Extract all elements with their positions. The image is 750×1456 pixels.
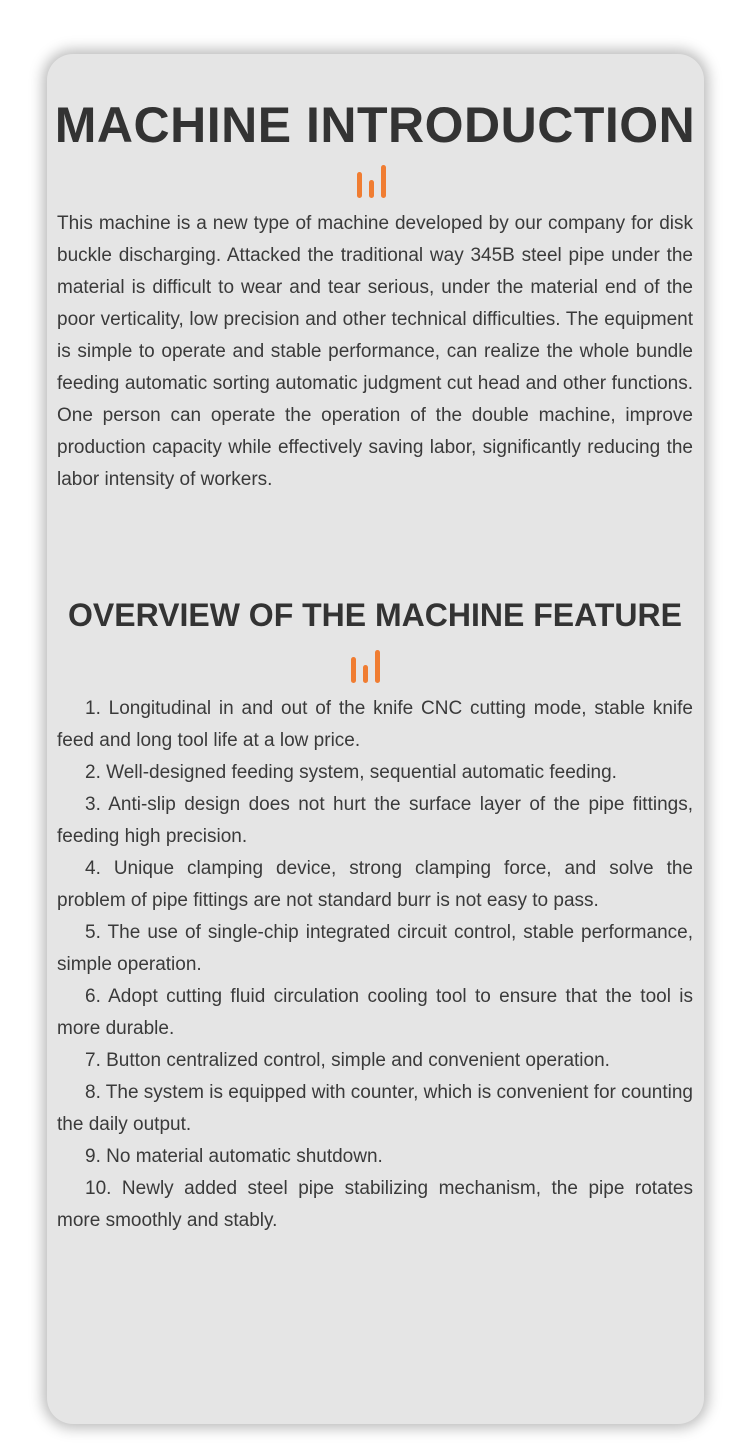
feature-item: 9. No material automatic shutdown. bbox=[85, 1146, 383, 1167]
bar-chart-decoration-icon bbox=[351, 650, 380, 683]
feature-item: 7. Button centralized control, simple and convenient operation. bbox=[85, 1050, 610, 1071]
bar-chart-decoration-icon bbox=[357, 165, 386, 198]
feature-item: 10. Newly added steel pipe stabilizing mechanism, the pipe rotates more smoothly and stably. bbox=[57, 1178, 693, 1231]
feature-item: 8. The system is equipped with counter, which is convenient for counting the daily output. bbox=[57, 1082, 693, 1135]
feature-list bbox=[57, 693, 693, 1237]
feature-item: 2. Well-designed feeding system, sequential automatic feeding. bbox=[85, 762, 617, 783]
section-title-features: OVERVIEW OF THE MACHINE FEATURE bbox=[68, 597, 682, 633]
feature-item: 1. Longitudinal in and out of the knife CNC cutting mode, stable knife feed and long tool life at a low price. bbox=[57, 698, 693, 751]
introduction-text: This machine is a new type of machine developed by our company for disk buckle discharging. Attacked the traditional way 345B steel pipe under the material is difficult to wear and tear serious, under the material end of the poor verticality, low precision and other technical difficulties. The equipment is simple to operate and stable performance, can realize the whole bundle feeding automatic sorting automatic judgment cut head and other functions. One person can operate the operation of the double machine, improve production capacity while effectively saving labor, significantly reducing the labor intensity of workers. bbox=[57, 213, 693, 490]
feature-item: 3. Anti-slip design does not hurt the surface layer of the pipe fittings, feeding high precision. bbox=[57, 794, 693, 847]
feature-item: 6. Adopt cutting fluid circulation cooling tool to ensure that the tool is more durable. bbox=[57, 986, 693, 1039]
feature-item: 4. Unique clamping device, strong clamping force, and solve the problem of pipe fittings are not standard burr is not easy to pass. bbox=[57, 858, 693, 911]
section-title-introduction: MACHINE INTRODUCTION bbox=[54, 97, 696, 153]
feature-item: 5. The use of single-chip integrated circuit control, stable performance, simple operation. bbox=[57, 922, 693, 975]
